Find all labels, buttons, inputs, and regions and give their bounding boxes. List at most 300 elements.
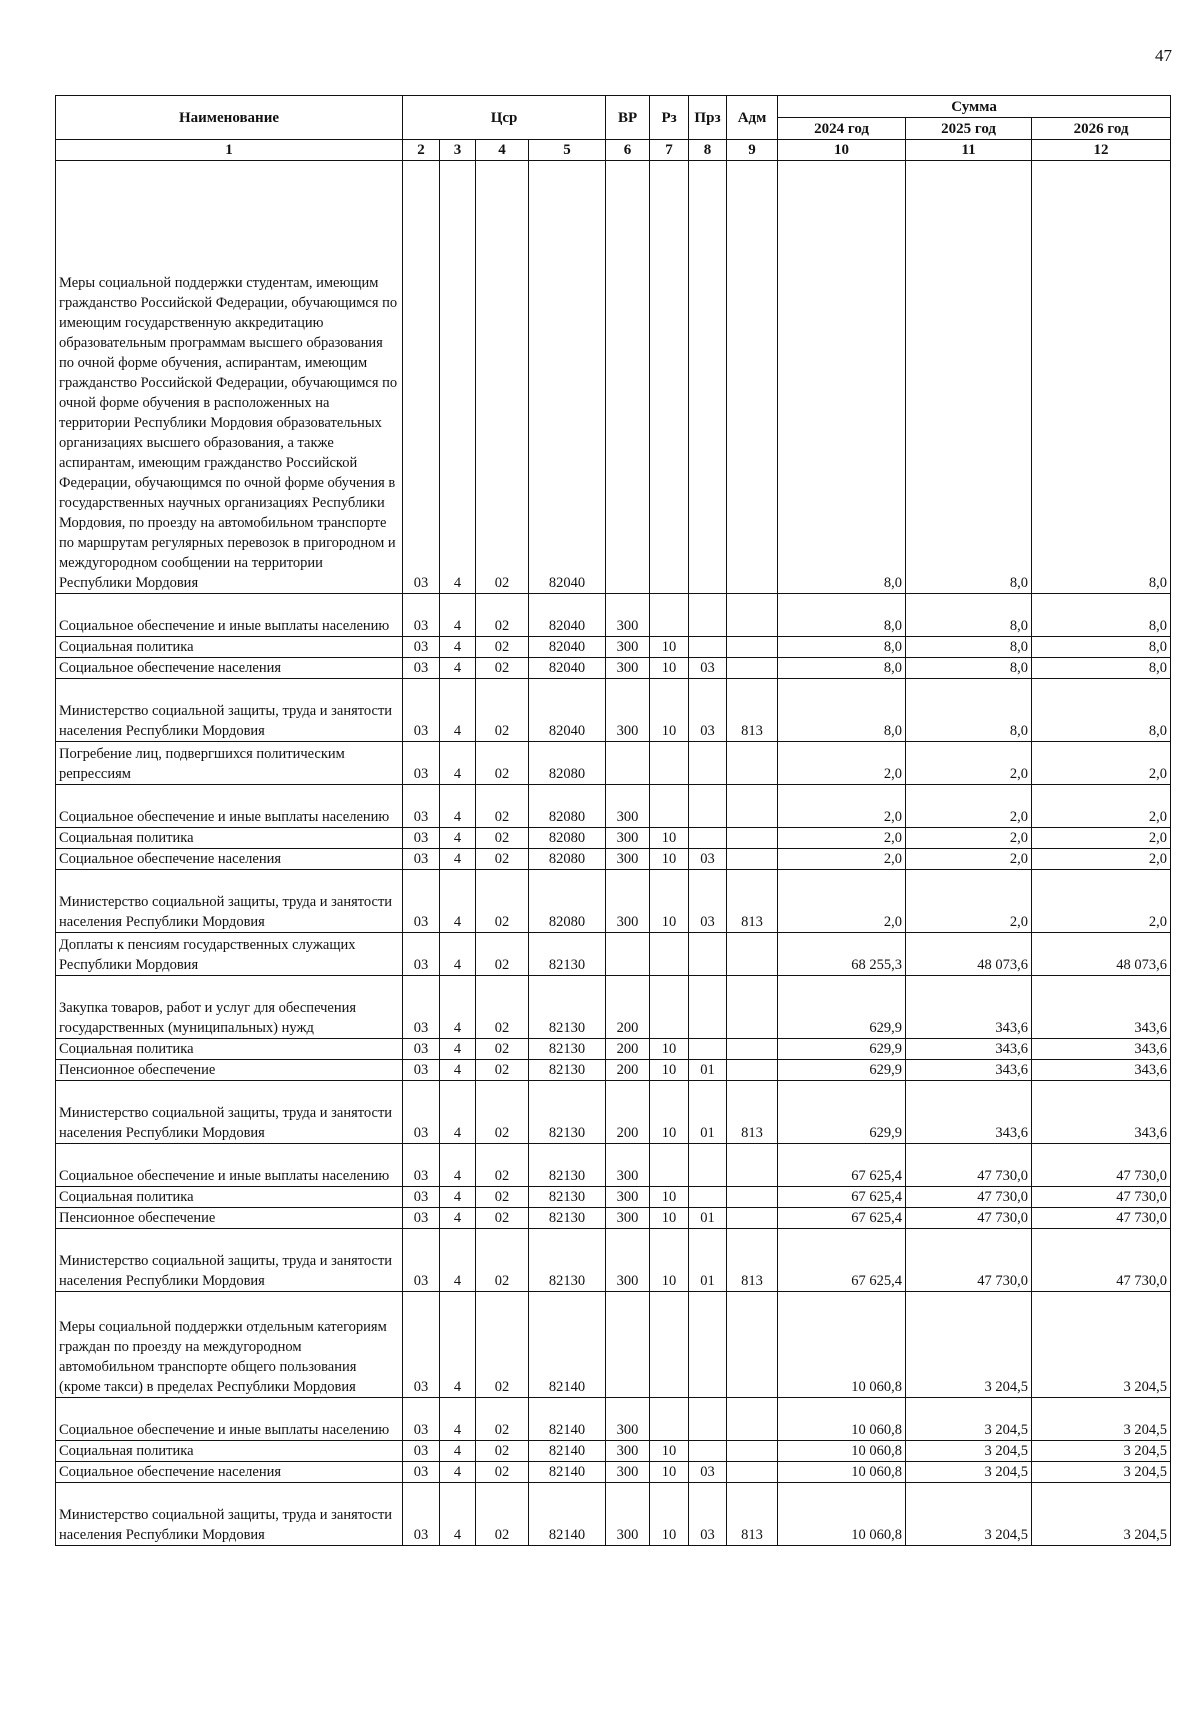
rz-code xyxy=(650,785,689,828)
rz-code: 10 xyxy=(650,1441,689,1462)
column-index: 1 xyxy=(56,140,403,161)
table-row xyxy=(56,1187,1171,1208)
sum-2025: 48 073,6 xyxy=(906,933,1032,976)
csr-direction: 82140 xyxy=(529,1292,606,1398)
csr-type: 4 xyxy=(440,1229,476,1292)
rz-code: 10 xyxy=(650,1187,689,1208)
sum-2026: 3 204,5 xyxy=(1032,1441,1171,1462)
prz-code xyxy=(689,742,727,785)
column-index: 6 xyxy=(606,140,650,161)
sum-2024: 2,0 xyxy=(778,785,906,828)
table-row xyxy=(56,1060,1171,1081)
sum-2025: 2,0 xyxy=(906,785,1032,828)
csr-subprogram: 02 xyxy=(476,1081,529,1144)
vr-code: 300 xyxy=(606,594,650,637)
table-row xyxy=(56,161,1171,594)
sum-2026: 2,0 xyxy=(1032,870,1171,933)
sum-2024: 10 060,8 xyxy=(778,1398,906,1441)
csr-direction: 82080 xyxy=(529,870,606,933)
sum-2025: 8,0 xyxy=(906,161,1032,594)
prz-code: 03 xyxy=(689,1462,727,1483)
column-index: 3 xyxy=(440,140,476,161)
csr-program: 03 xyxy=(403,161,440,594)
adm-code xyxy=(727,1039,778,1060)
prz-code: 03 xyxy=(689,679,727,742)
csr-subprogram: 02 xyxy=(476,785,529,828)
rz-code: 10 xyxy=(650,828,689,849)
rz-code: 10 xyxy=(650,658,689,679)
sum-2024: 68 255,3 xyxy=(778,933,906,976)
csr-direction: 82140 xyxy=(529,1398,606,1441)
rz-code: 10 xyxy=(650,1483,689,1546)
csr-subprogram: 02 xyxy=(476,1208,529,1229)
csr-direction: 82040 xyxy=(529,658,606,679)
sum-2026: 47 730,0 xyxy=(1032,1229,1171,1292)
rz-code xyxy=(650,1144,689,1187)
adm-code xyxy=(727,658,778,679)
csr-subprogram: 02 xyxy=(476,1398,529,1441)
csr-subprogram: 02 xyxy=(476,1039,529,1060)
csr-type: 4 xyxy=(440,828,476,849)
row-name: Социальная политика xyxy=(56,1039,403,1060)
csr-subprogram: 02 xyxy=(476,637,529,658)
row-name: Социальное обеспечение населения xyxy=(56,849,403,870)
sum-2024: 8,0 xyxy=(778,161,906,594)
rz-code: 10 xyxy=(650,1229,689,1292)
csr-program: 03 xyxy=(403,1483,440,1546)
row-name: Доплаты к пенсиям государственных служащих Республики Мордовия xyxy=(56,933,403,976)
csr-subprogram: 02 xyxy=(476,828,529,849)
csr-program: 03 xyxy=(403,658,440,679)
rz-code: 10 xyxy=(650,849,689,870)
rz-code xyxy=(650,742,689,785)
csr-direction: 82130 xyxy=(529,1208,606,1229)
sum-2025: 3 204,5 xyxy=(906,1398,1032,1441)
vr-code: 300 xyxy=(606,870,650,933)
sum-2026: 8,0 xyxy=(1032,594,1171,637)
sum-2024: 629,9 xyxy=(778,1039,906,1060)
csr-subprogram: 02 xyxy=(476,1441,529,1462)
sum-2024: 10 060,8 xyxy=(778,1292,906,1398)
table-row xyxy=(56,785,1171,828)
csr-subprogram: 02 xyxy=(476,1292,529,1398)
table-row xyxy=(56,1292,1171,1398)
rz-code: 10 xyxy=(650,679,689,742)
csr-program: 03 xyxy=(403,849,440,870)
row-name: Меры социальной поддержки студентам, имеющим гражданство Российской Федерации, обучающимся по имеющим государственную аккредитацию образовательным программам высшего образования по очной форме обучения, аспирантам, имеющим гражданство Российской Федерации, обучающимся по очной форме обучения в расположенных на территории Республики Мордовия образовательных организациях высшего образования, а также аспирантам, имеющим гражданство Российской Федерации, обучающимся по очной форме обучения в государственных научных организациях Республики Мордовия, по проезду на автомобильном транспорте по маршрутам регулярных перевозок в пригородном и междугородном сообщении на территории Республики Мордовия xyxy=(56,161,403,594)
adm-code xyxy=(727,1441,778,1462)
sum-2025: 2,0 xyxy=(906,849,1032,870)
sum-2024: 2,0 xyxy=(778,870,906,933)
csr-program: 03 xyxy=(403,594,440,637)
row-name: Социальное обеспечение и иные выплаты населению xyxy=(56,1398,403,1441)
csr-program: 03 xyxy=(403,828,440,849)
adm-code: 813 xyxy=(727,1081,778,1144)
prz-code: 03 xyxy=(689,1483,727,1546)
csr-type: 4 xyxy=(440,1144,476,1187)
table-row xyxy=(56,849,1171,870)
sum-2026: 2,0 xyxy=(1032,828,1171,849)
table-row xyxy=(56,1144,1171,1187)
row-name: Социальная политика xyxy=(56,828,403,849)
csr-program: 03 xyxy=(403,1144,440,1187)
prz-code xyxy=(689,594,727,637)
vr-code xyxy=(606,1292,650,1398)
sum-2026: 48 073,6 xyxy=(1032,933,1171,976)
csr-subprogram: 02 xyxy=(476,1060,529,1081)
row-name: Погребение лиц, подвергшихся политическим репрессиям xyxy=(56,742,403,785)
csr-direction: 82130 xyxy=(529,1060,606,1081)
sum-2024: 67 625,4 xyxy=(778,1144,906,1187)
vr-code: 300 xyxy=(606,1144,650,1187)
sum-2025: 2,0 xyxy=(906,828,1032,849)
adm-code xyxy=(727,637,778,658)
csr-subprogram: 02 xyxy=(476,933,529,976)
sum-2025: 343,6 xyxy=(906,1039,1032,1060)
row-name: Социальная политика xyxy=(56,1187,403,1208)
vr-code: 300 xyxy=(606,1398,650,1441)
row-name: Министерство социальной защиты, труда и занятости населения Республики Мордовия xyxy=(56,1081,403,1144)
csr-direction: 82040 xyxy=(529,594,606,637)
csr-type: 4 xyxy=(440,1187,476,1208)
row-name: Закупка товаров, работ и услуг для обеспечения государственных (муниципальных) нужд xyxy=(56,976,403,1039)
sum-2026: 343,6 xyxy=(1032,1060,1171,1081)
vr-code: 300 xyxy=(606,1483,650,1546)
table-row xyxy=(56,1039,1171,1060)
adm-code: 813 xyxy=(727,679,778,742)
prz-code: 03 xyxy=(689,849,727,870)
header-csr: Цср xyxy=(403,96,606,140)
vr-code: 200 xyxy=(606,976,650,1039)
sum-2025: 3 204,5 xyxy=(906,1483,1032,1546)
csr-direction: 82040 xyxy=(529,637,606,658)
csr-program: 03 xyxy=(403,1292,440,1398)
sum-2026: 47 730,0 xyxy=(1032,1144,1171,1187)
rz-code xyxy=(650,1398,689,1441)
page-number: 47 xyxy=(1155,46,1172,65)
table-row xyxy=(56,637,1171,658)
column-index: 7 xyxy=(650,140,689,161)
vr-code: 300 xyxy=(606,828,650,849)
header-vr: ВР xyxy=(606,96,650,140)
row-name: Министерство социальной защиты, труда и занятости населения Республики Мордовия xyxy=(56,679,403,742)
header-name: Наименование xyxy=(56,96,403,140)
sum-2024: 2,0 xyxy=(778,828,906,849)
table-body xyxy=(56,161,1171,1546)
header-year-2025: 2025 год xyxy=(906,118,1032,140)
adm-code: 813 xyxy=(727,870,778,933)
row-name: Пенсионное обеспечение xyxy=(56,1060,403,1081)
csr-direction: 82040 xyxy=(529,679,606,742)
csr-type: 4 xyxy=(440,1398,476,1441)
csr-type: 4 xyxy=(440,1208,476,1229)
row-name: Пенсионное обеспечение xyxy=(56,1208,403,1229)
csr-program: 03 xyxy=(403,1229,440,1292)
column-index: 4 xyxy=(476,140,529,161)
column-index: 11 xyxy=(906,140,1032,161)
adm-code xyxy=(727,1398,778,1441)
adm-code xyxy=(727,1462,778,1483)
table-row xyxy=(56,976,1171,1039)
rz-code: 10 xyxy=(650,637,689,658)
adm-code xyxy=(727,1208,778,1229)
column-index: 9 xyxy=(727,140,778,161)
csr-program: 03 xyxy=(403,1441,440,1462)
sum-2025: 47 730,0 xyxy=(906,1229,1032,1292)
sum-2024: 67 625,4 xyxy=(778,1229,906,1292)
csr-direction: 82080 xyxy=(529,828,606,849)
prz-code: 01 xyxy=(689,1229,727,1292)
table-row xyxy=(56,828,1171,849)
csr-type: 4 xyxy=(440,1462,476,1483)
sum-2024: 8,0 xyxy=(778,594,906,637)
column-index: 12 xyxy=(1032,140,1171,161)
csr-direction: 82130 xyxy=(529,976,606,1039)
sum-2026: 3 204,5 xyxy=(1032,1462,1171,1483)
adm-code xyxy=(727,976,778,1039)
rz-code xyxy=(650,933,689,976)
table-row xyxy=(56,658,1171,679)
table-row xyxy=(56,1081,1171,1144)
csr-type: 4 xyxy=(440,976,476,1039)
csr-type: 4 xyxy=(440,161,476,594)
sum-2025: 3 204,5 xyxy=(906,1292,1032,1398)
header-rz: Рз xyxy=(650,96,689,140)
csr-subprogram: 02 xyxy=(476,1483,529,1546)
prz-code xyxy=(689,637,727,658)
vr-code: 200 xyxy=(606,1039,650,1060)
sum-2026: 2,0 xyxy=(1032,742,1171,785)
adm-code xyxy=(727,1292,778,1398)
table-row xyxy=(56,594,1171,637)
prz-code: 03 xyxy=(689,658,727,679)
sum-2026: 2,0 xyxy=(1032,849,1171,870)
header-adm: Адм xyxy=(727,96,778,140)
adm-code xyxy=(727,1144,778,1187)
sum-2025: 8,0 xyxy=(906,658,1032,679)
rz-code: 10 xyxy=(650,1208,689,1229)
csr-type: 4 xyxy=(440,679,476,742)
vr-code: 300 xyxy=(606,637,650,658)
sum-2025: 8,0 xyxy=(906,594,1032,637)
rz-code: 10 xyxy=(650,1081,689,1144)
csr-subprogram: 02 xyxy=(476,1187,529,1208)
csr-program: 03 xyxy=(403,1081,440,1144)
sum-2024: 67 625,4 xyxy=(778,1208,906,1229)
sum-2026: 343,6 xyxy=(1032,1039,1171,1060)
sum-2025: 47 730,0 xyxy=(906,1208,1032,1229)
vr-code xyxy=(606,742,650,785)
csr-subprogram: 02 xyxy=(476,1229,529,1292)
adm-code xyxy=(727,933,778,976)
header-prz: Прз xyxy=(689,96,727,140)
adm-code xyxy=(727,1060,778,1081)
table-row xyxy=(56,1462,1171,1483)
csr-direction: 82130 xyxy=(529,1229,606,1292)
vr-code: 300 xyxy=(606,1187,650,1208)
column-index: 5 xyxy=(529,140,606,161)
sum-2025: 8,0 xyxy=(906,679,1032,742)
csr-type: 4 xyxy=(440,849,476,870)
sum-2026: 3 204,5 xyxy=(1032,1398,1171,1441)
row-name: Социальное обеспечение населения xyxy=(56,658,403,679)
table-row xyxy=(56,1483,1171,1546)
csr-type: 4 xyxy=(440,785,476,828)
csr-program: 03 xyxy=(403,1462,440,1483)
sum-2024: 2,0 xyxy=(778,849,906,870)
vr-code xyxy=(606,933,650,976)
row-name: Меры социальной поддержки отдельным категориям граждан по проезду на междугородном автомобильном транспорте общего пользования (кроме такси) в пределах Республики Мордовия xyxy=(56,1292,403,1398)
vr-code: 300 xyxy=(606,1441,650,1462)
sum-2026: 3 204,5 xyxy=(1032,1483,1171,1546)
csr-direction: 82130 xyxy=(529,1039,606,1060)
csr-direction: 82130 xyxy=(529,1081,606,1144)
adm-code xyxy=(727,1187,778,1208)
sum-2026: 47 730,0 xyxy=(1032,1208,1171,1229)
sum-2026: 343,6 xyxy=(1032,976,1171,1039)
csr-direction: 82140 xyxy=(529,1483,606,1546)
budget-table xyxy=(55,95,1171,1546)
row-name: Министерство социальной защиты, труда и занятости населения Республики Мордовия xyxy=(56,870,403,933)
csr-subprogram: 02 xyxy=(476,658,529,679)
csr-program: 03 xyxy=(403,976,440,1039)
prz-code xyxy=(689,1441,727,1462)
csr-direction: 82140 xyxy=(529,1462,606,1483)
csr-program: 03 xyxy=(403,785,440,828)
prz-code: 01 xyxy=(689,1081,727,1144)
csr-type: 4 xyxy=(440,1292,476,1398)
prz-code xyxy=(689,1187,727,1208)
sum-2024: 8,0 xyxy=(778,637,906,658)
rz-code: 10 xyxy=(650,1060,689,1081)
adm-code: 813 xyxy=(727,1483,778,1546)
column-index: 2 xyxy=(403,140,440,161)
sum-2024: 67 625,4 xyxy=(778,1187,906,1208)
csr-program: 03 xyxy=(403,1187,440,1208)
rz-code: 10 xyxy=(650,1039,689,1060)
prz-code xyxy=(689,1398,727,1441)
csr-direction: 82080 xyxy=(529,785,606,828)
table-row xyxy=(56,1229,1171,1292)
rz-code xyxy=(650,161,689,594)
csr-direction: 82080 xyxy=(529,742,606,785)
rz-code xyxy=(650,1292,689,1398)
csr-type: 4 xyxy=(440,742,476,785)
csr-subprogram: 02 xyxy=(476,679,529,742)
sum-2025: 47 730,0 xyxy=(906,1144,1032,1187)
vr-code: 300 xyxy=(606,1229,650,1292)
table-row xyxy=(56,679,1171,742)
vr-code: 300 xyxy=(606,785,650,828)
adm-code xyxy=(727,785,778,828)
vr-code: 300 xyxy=(606,849,650,870)
csr-subprogram: 02 xyxy=(476,742,529,785)
csr-program: 03 xyxy=(403,1039,440,1060)
prz-code xyxy=(689,785,727,828)
sum-2025: 8,0 xyxy=(906,637,1032,658)
table-row xyxy=(56,1398,1171,1441)
sum-2025: 47 730,0 xyxy=(906,1187,1032,1208)
sum-2025: 2,0 xyxy=(906,742,1032,785)
csr-direction: 82140 xyxy=(529,1441,606,1462)
prz-code xyxy=(689,1039,727,1060)
prz-code xyxy=(689,161,727,594)
sum-2025: 343,6 xyxy=(906,1081,1032,1144)
csr-program: 03 xyxy=(403,637,440,658)
header-year-2024: 2024 год xyxy=(778,118,906,140)
adm-code xyxy=(727,849,778,870)
table-row xyxy=(56,870,1171,933)
rz-code xyxy=(650,594,689,637)
sum-2024: 629,9 xyxy=(778,976,906,1039)
csr-subprogram: 02 xyxy=(476,1462,529,1483)
csr-type: 4 xyxy=(440,658,476,679)
csr-subprogram: 02 xyxy=(476,870,529,933)
table-row xyxy=(56,1208,1171,1229)
prz-code xyxy=(689,933,727,976)
row-name: Социальная политика xyxy=(56,637,403,658)
csr-program: 03 xyxy=(403,933,440,976)
prz-code xyxy=(689,1292,727,1398)
sum-2025: 3 204,5 xyxy=(906,1462,1032,1483)
vr-code xyxy=(606,161,650,594)
csr-direction: 82130 xyxy=(529,933,606,976)
sum-2026: 343,6 xyxy=(1032,1081,1171,1144)
csr-type: 4 xyxy=(440,1441,476,1462)
csr-type: 4 xyxy=(440,1483,476,1546)
sum-2024: 629,9 xyxy=(778,1081,906,1144)
adm-code xyxy=(727,742,778,785)
csr-type: 4 xyxy=(440,637,476,658)
csr-direction: 82130 xyxy=(529,1144,606,1187)
rz-code: 10 xyxy=(650,1462,689,1483)
sum-2025: 3 204,5 xyxy=(906,1441,1032,1462)
csr-direction: 82130 xyxy=(529,1187,606,1208)
row-name: Социальное обеспечение населения xyxy=(56,1462,403,1483)
csr-type: 4 xyxy=(440,870,476,933)
csr-program: 03 xyxy=(403,742,440,785)
sum-2024: 629,9 xyxy=(778,1060,906,1081)
adm-code xyxy=(727,594,778,637)
csr-program: 03 xyxy=(403,1208,440,1229)
header-year-2026: 2026 год xyxy=(1032,118,1171,140)
rz-code xyxy=(650,976,689,1039)
row-name: Социальное обеспечение и иные выплаты населению xyxy=(56,1144,403,1187)
sum-2024: 2,0 xyxy=(778,742,906,785)
csr-type: 4 xyxy=(440,1039,476,1060)
prz-code: 03 xyxy=(689,870,727,933)
csr-type: 4 xyxy=(440,933,476,976)
csr-direction: 82080 xyxy=(529,849,606,870)
vr-code: 200 xyxy=(606,1081,650,1144)
prz-code xyxy=(689,976,727,1039)
csr-program: 03 xyxy=(403,1060,440,1081)
sum-2024: 8,0 xyxy=(778,658,906,679)
prz-code xyxy=(689,1144,727,1187)
sum-2026: 8,0 xyxy=(1032,637,1171,658)
csr-program: 03 xyxy=(403,679,440,742)
csr-type: 4 xyxy=(440,1060,476,1081)
sum-2025: 343,6 xyxy=(906,976,1032,1039)
table-row xyxy=(56,742,1171,785)
sum-2026: 8,0 xyxy=(1032,679,1171,742)
prz-code: 01 xyxy=(689,1208,727,1229)
table-row xyxy=(56,1441,1171,1462)
table-header xyxy=(56,96,1171,161)
row-name: Министерство социальной защиты, труда и занятости населения Республики Мордовия xyxy=(56,1483,403,1546)
sum-2025: 2,0 xyxy=(906,870,1032,933)
vr-code: 300 xyxy=(606,679,650,742)
